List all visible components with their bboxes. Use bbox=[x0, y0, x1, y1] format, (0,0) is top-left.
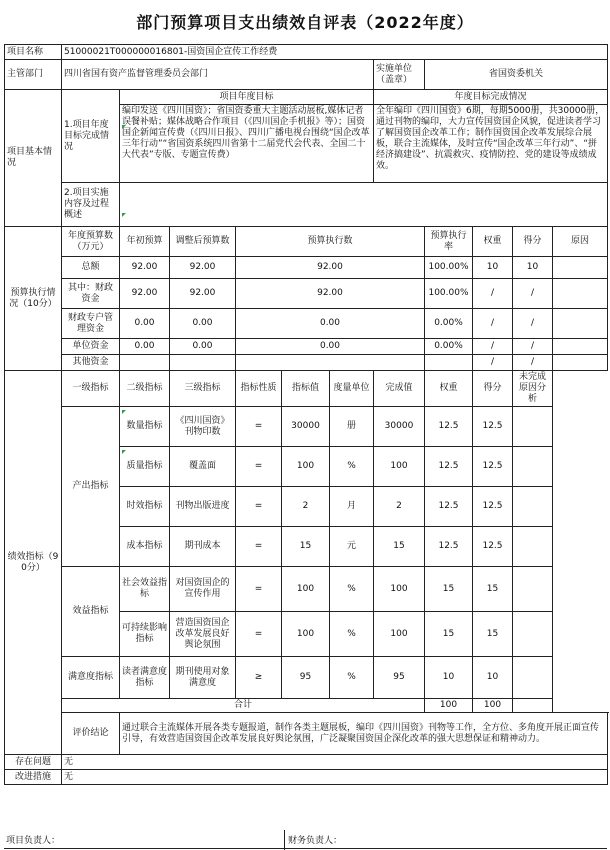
basic-row2-label: 2.项目实施内容及过程概述 bbox=[62, 183, 120, 227]
measures-value: 无 bbox=[62, 770, 608, 785]
perf-weight: 10 bbox=[425, 657, 473, 699]
impl-unit-label: 实施单位（盖章） bbox=[374, 60, 425, 90]
budget-score: / bbox=[513, 355, 553, 371]
budget-header-executed: 预算执行数 bbox=[236, 227, 425, 257]
budget-weight: / bbox=[473, 279, 513, 309]
perf-level1: 满意度指标 bbox=[62, 657, 120, 699]
perf-reason bbox=[513, 527, 553, 567]
perf-unit: 元 bbox=[330, 527, 374, 567]
perf-nature: = bbox=[236, 567, 282, 612]
perf-value: 100 bbox=[282, 567, 330, 612]
budget-reason bbox=[553, 339, 608, 355]
perf-value: 2 bbox=[282, 487, 330, 527]
budget-initial: 92.00 bbox=[120, 257, 170, 279]
perf-reason bbox=[513, 487, 553, 527]
project-leader-label: 项目负责人： bbox=[6, 836, 61, 846]
perf-section-label: 绩效指标（90分） bbox=[5, 371, 62, 755]
budget-rate: 0.00% bbox=[425, 309, 473, 339]
perf-nature: = bbox=[236, 487, 282, 527]
budget-initial: 0.00 bbox=[120, 339, 170, 355]
budget-header-adjusted: 调整后预算数 bbox=[170, 227, 236, 257]
budget-weight: / bbox=[473, 309, 513, 339]
year-goal-header: 项目年度目标 bbox=[120, 90, 374, 105]
budget-score: / bbox=[513, 309, 553, 339]
perf-weight: 12.5 bbox=[425, 407, 473, 447]
perf-reason bbox=[513, 447, 553, 487]
page-title: 部门预算项目支出绩效自评表（2022年度） bbox=[136, 13, 474, 32]
perf-score: 15 bbox=[473, 612, 513, 657]
perf-nature: = bbox=[236, 407, 282, 447]
perf-level3: 《四川国资》刊物印数 bbox=[170, 407, 236, 447]
budget-header-weight: 权重 bbox=[473, 227, 513, 257]
perf-score: 12.5 bbox=[473, 447, 513, 487]
budget-score: 10 bbox=[513, 257, 553, 279]
budget-weight: 10 bbox=[473, 257, 513, 279]
perf-header-done: 完成值 bbox=[374, 371, 425, 407]
finance-leader-label: 财务负责人： bbox=[288, 836, 343, 846]
budget-row-label: 其中：财政资金 bbox=[62, 279, 120, 309]
evaluation-table bbox=[4, 44, 608, 785]
budget-row-label: 财政专户管理资金 bbox=[62, 309, 120, 339]
perf-score: 12.5 bbox=[473, 407, 513, 447]
budget-executed: 0.00 bbox=[236, 339, 425, 355]
perf-score: 12.5 bbox=[473, 487, 513, 527]
budget-rate: 100.00% bbox=[425, 257, 473, 279]
perf-done: 2 bbox=[374, 487, 425, 527]
budget-score: / bbox=[513, 279, 553, 309]
total-score: 100 bbox=[473, 699, 513, 713]
perf-reason bbox=[513, 612, 553, 657]
total-weight: 100 bbox=[425, 699, 473, 713]
perf-header-unit: 度量单位 bbox=[330, 371, 374, 407]
project-name-label: 项目名称 bbox=[5, 45, 62, 60]
perf-level2: 社会效益指标 bbox=[120, 567, 170, 612]
budget-header-unit: 年度预算数（万元） bbox=[62, 227, 120, 257]
basic-section-label: 项目基本情况 bbox=[5, 90, 62, 227]
perf-header-level3: 三级指标 bbox=[170, 371, 236, 407]
perf-level3: 营造国资国企改革发展良好舆论氛围 bbox=[170, 612, 236, 657]
perf-header-reason: 未完成原因分析 bbox=[513, 371, 553, 407]
perf-nature: = bbox=[236, 527, 282, 567]
basic-row1-label: 1.项目年度目标完成情况 bbox=[62, 90, 120, 183]
perf-value: 95 bbox=[282, 657, 330, 699]
budget-reason bbox=[553, 257, 608, 279]
issues-value: 无 bbox=[62, 755, 608, 770]
budget-adjusted: 0.00 bbox=[170, 309, 236, 339]
perf-weight: 12.5 bbox=[425, 487, 473, 527]
dept-label: 主管部门 bbox=[5, 60, 62, 90]
perf-header-nature: 指标性质 bbox=[236, 371, 282, 407]
perf-value: 100 bbox=[282, 612, 330, 657]
evaluation-label: 评价结论 bbox=[62, 713, 120, 755]
perf-score: 10 bbox=[473, 657, 513, 699]
perf-level1: 效益指标 bbox=[62, 567, 120, 657]
perf-unit: % bbox=[330, 612, 374, 657]
dept-value: 四川省国有资产监督管理委员会部门 bbox=[62, 60, 374, 90]
impl-unit-value: 省国资委机关 bbox=[425, 60, 608, 90]
perf-level1: 产出指标 bbox=[62, 407, 120, 567]
perf-nature: = bbox=[236, 612, 282, 657]
budget-initial bbox=[120, 355, 170, 371]
perf-nature: ≥ bbox=[236, 657, 282, 699]
perf-weight: 12.5 bbox=[425, 447, 473, 487]
budget-rate bbox=[425, 355, 473, 371]
year-goal-text: 编印发送《四川国资》；省国资委重大主题活动展板,媒体记者误餐补贴；媒体战略合作项目（《四川国企手机报》等）；国资国企新闻宣传费（《四川日报》、四川广播电视台围绕“国企改革三年行动”“省国资系统四川省第十二届党代会代表、全国二十大代表”专版、专题宣传费） bbox=[120, 105, 374, 183]
budget-executed: 92.00 bbox=[236, 257, 425, 279]
perf-done: 100 bbox=[374, 567, 425, 612]
perf-level3: 刊物出版进度 bbox=[170, 487, 236, 527]
perf-level2: 时效指标 bbox=[120, 487, 170, 527]
perf-weight: 15 bbox=[425, 612, 473, 657]
perf-level2: 成本指标 bbox=[120, 527, 170, 567]
perf-header-level1: 一级指标 bbox=[62, 371, 120, 407]
budget-header-rate: 预算执行率 bbox=[425, 227, 473, 257]
perf-nature: = bbox=[236, 447, 282, 487]
budget-adjusted bbox=[170, 355, 236, 371]
perf-header-score: 得分 bbox=[473, 371, 513, 407]
perf-level2: 质量指标 bbox=[120, 447, 170, 487]
perf-value: 100 bbox=[282, 447, 330, 487]
budget-weight: / bbox=[473, 355, 513, 371]
perf-level3: 期刊使用对象满意度 bbox=[170, 657, 236, 699]
evaluation-text: 通过联合主流媒体开展各类专题报道，制作各类主题展板，编印《四川国资》刊物等工作，全方位、多角度开展正面宣传引导，有效营造国资国企改革发展良好舆论氛围，广泛凝聚国资国企深化改革的强大思想保证和精神动力。 bbox=[120, 713, 608, 755]
perf-level3: 覆盖面 bbox=[170, 447, 236, 487]
budget-row-label: 总额 bbox=[62, 257, 120, 279]
budget-reason bbox=[553, 309, 608, 339]
total-reason bbox=[513, 699, 553, 713]
perf-unit: % bbox=[330, 657, 374, 699]
perf-unit: % bbox=[330, 447, 374, 487]
perf-level3: 对国资国企的宣传作用 bbox=[170, 567, 236, 612]
budget-executed: 92.00 bbox=[236, 279, 425, 309]
budget-row-label: 单位资金 bbox=[62, 339, 120, 355]
budget-weight: / bbox=[473, 339, 513, 355]
budget-header-score: 得分 bbox=[513, 227, 553, 257]
budget-adjusted: 0.00 bbox=[170, 339, 236, 355]
cell-marker-icon bbox=[122, 125, 126, 129]
perf-unit: 册 bbox=[330, 407, 374, 447]
footer-divider bbox=[284, 830, 285, 850]
budget-executed: 0.00 bbox=[236, 309, 425, 339]
perf-level2: 数量指标 bbox=[120, 407, 170, 447]
perf-level2: 可持续影响指标 bbox=[120, 612, 170, 657]
perf-header-value: 指标值 bbox=[282, 371, 330, 407]
perf-unit: % bbox=[330, 567, 374, 612]
footer-bottom-line bbox=[4, 848, 607, 849]
perf-done: 100 bbox=[374, 447, 425, 487]
perf-weight: 12.5 bbox=[425, 527, 473, 567]
basic-row2-content bbox=[120, 183, 608, 227]
perf-done: 100 bbox=[374, 612, 425, 657]
cell-marker-icon bbox=[122, 410, 126, 414]
budget-row-label: 其他资金 bbox=[62, 355, 120, 371]
goal-completion-text: 全年编印《四川国资》6期，每期5000册，共30000册，通过刊物的编印，大力宣传国资国企风貌，促进读者学习了解国资国企改革工作；制作国资国企改革发展综合展板，联合主流媒体，及时宣传“国企改革三年行动”、“拼经济搞建设”、抗震救灾、疫情防控、党的建设等成绩成效。 bbox=[374, 105, 608, 183]
budget-section-label: 预算执行情况（10分） bbox=[5, 227, 62, 371]
perf-unit: 月 bbox=[330, 487, 374, 527]
perf-weight: 15 bbox=[425, 567, 473, 612]
cell-marker-icon bbox=[122, 450, 126, 454]
budget-header-initial: 年初预算 bbox=[120, 227, 170, 257]
budget-reason bbox=[553, 279, 608, 309]
project-name-value: 51000021T000000016801-国资国企宣传工作经费 bbox=[62, 45, 608, 60]
perf-value: 30000 bbox=[282, 407, 330, 447]
budget-reason bbox=[553, 355, 608, 371]
total-label: 合计 bbox=[62, 699, 425, 713]
budget-adjusted: 92.00 bbox=[170, 257, 236, 279]
perf-reason bbox=[513, 567, 553, 612]
perf-score: 12.5 bbox=[473, 527, 513, 567]
perf-reason bbox=[513, 657, 553, 699]
budget-initial: 0.00 bbox=[120, 309, 170, 339]
perf-value: 15 bbox=[282, 527, 330, 567]
measures-label: 改进措施 bbox=[5, 770, 62, 785]
perf-header-weight: 权重 bbox=[425, 371, 473, 407]
issues-label: 存在问题 bbox=[5, 755, 62, 770]
budget-rate: 0.00% bbox=[425, 339, 473, 355]
budget-rate: 100.00% bbox=[425, 279, 473, 309]
budget-executed bbox=[236, 355, 425, 371]
perf-level3: 期刊成本 bbox=[170, 527, 236, 567]
perf-done: 95 bbox=[374, 657, 425, 699]
perf-done: 15 bbox=[374, 527, 425, 567]
goal-completion-header: 年度目标完成情况 bbox=[374, 90, 608, 105]
perf-header-level2: 二级指标 bbox=[120, 371, 170, 407]
perf-done: 30000 bbox=[374, 407, 425, 447]
perf-score: 15 bbox=[473, 567, 513, 612]
perf-reason bbox=[513, 407, 553, 447]
cell-marker-icon bbox=[122, 213, 126, 217]
budget-header-reason: 原因 bbox=[553, 227, 608, 257]
budget-initial: 92.00 bbox=[120, 279, 170, 309]
perf-level2: 读者满意度指标 bbox=[120, 657, 170, 699]
budget-adjusted: 92.00 bbox=[170, 279, 236, 309]
budget-score: / bbox=[513, 339, 553, 355]
